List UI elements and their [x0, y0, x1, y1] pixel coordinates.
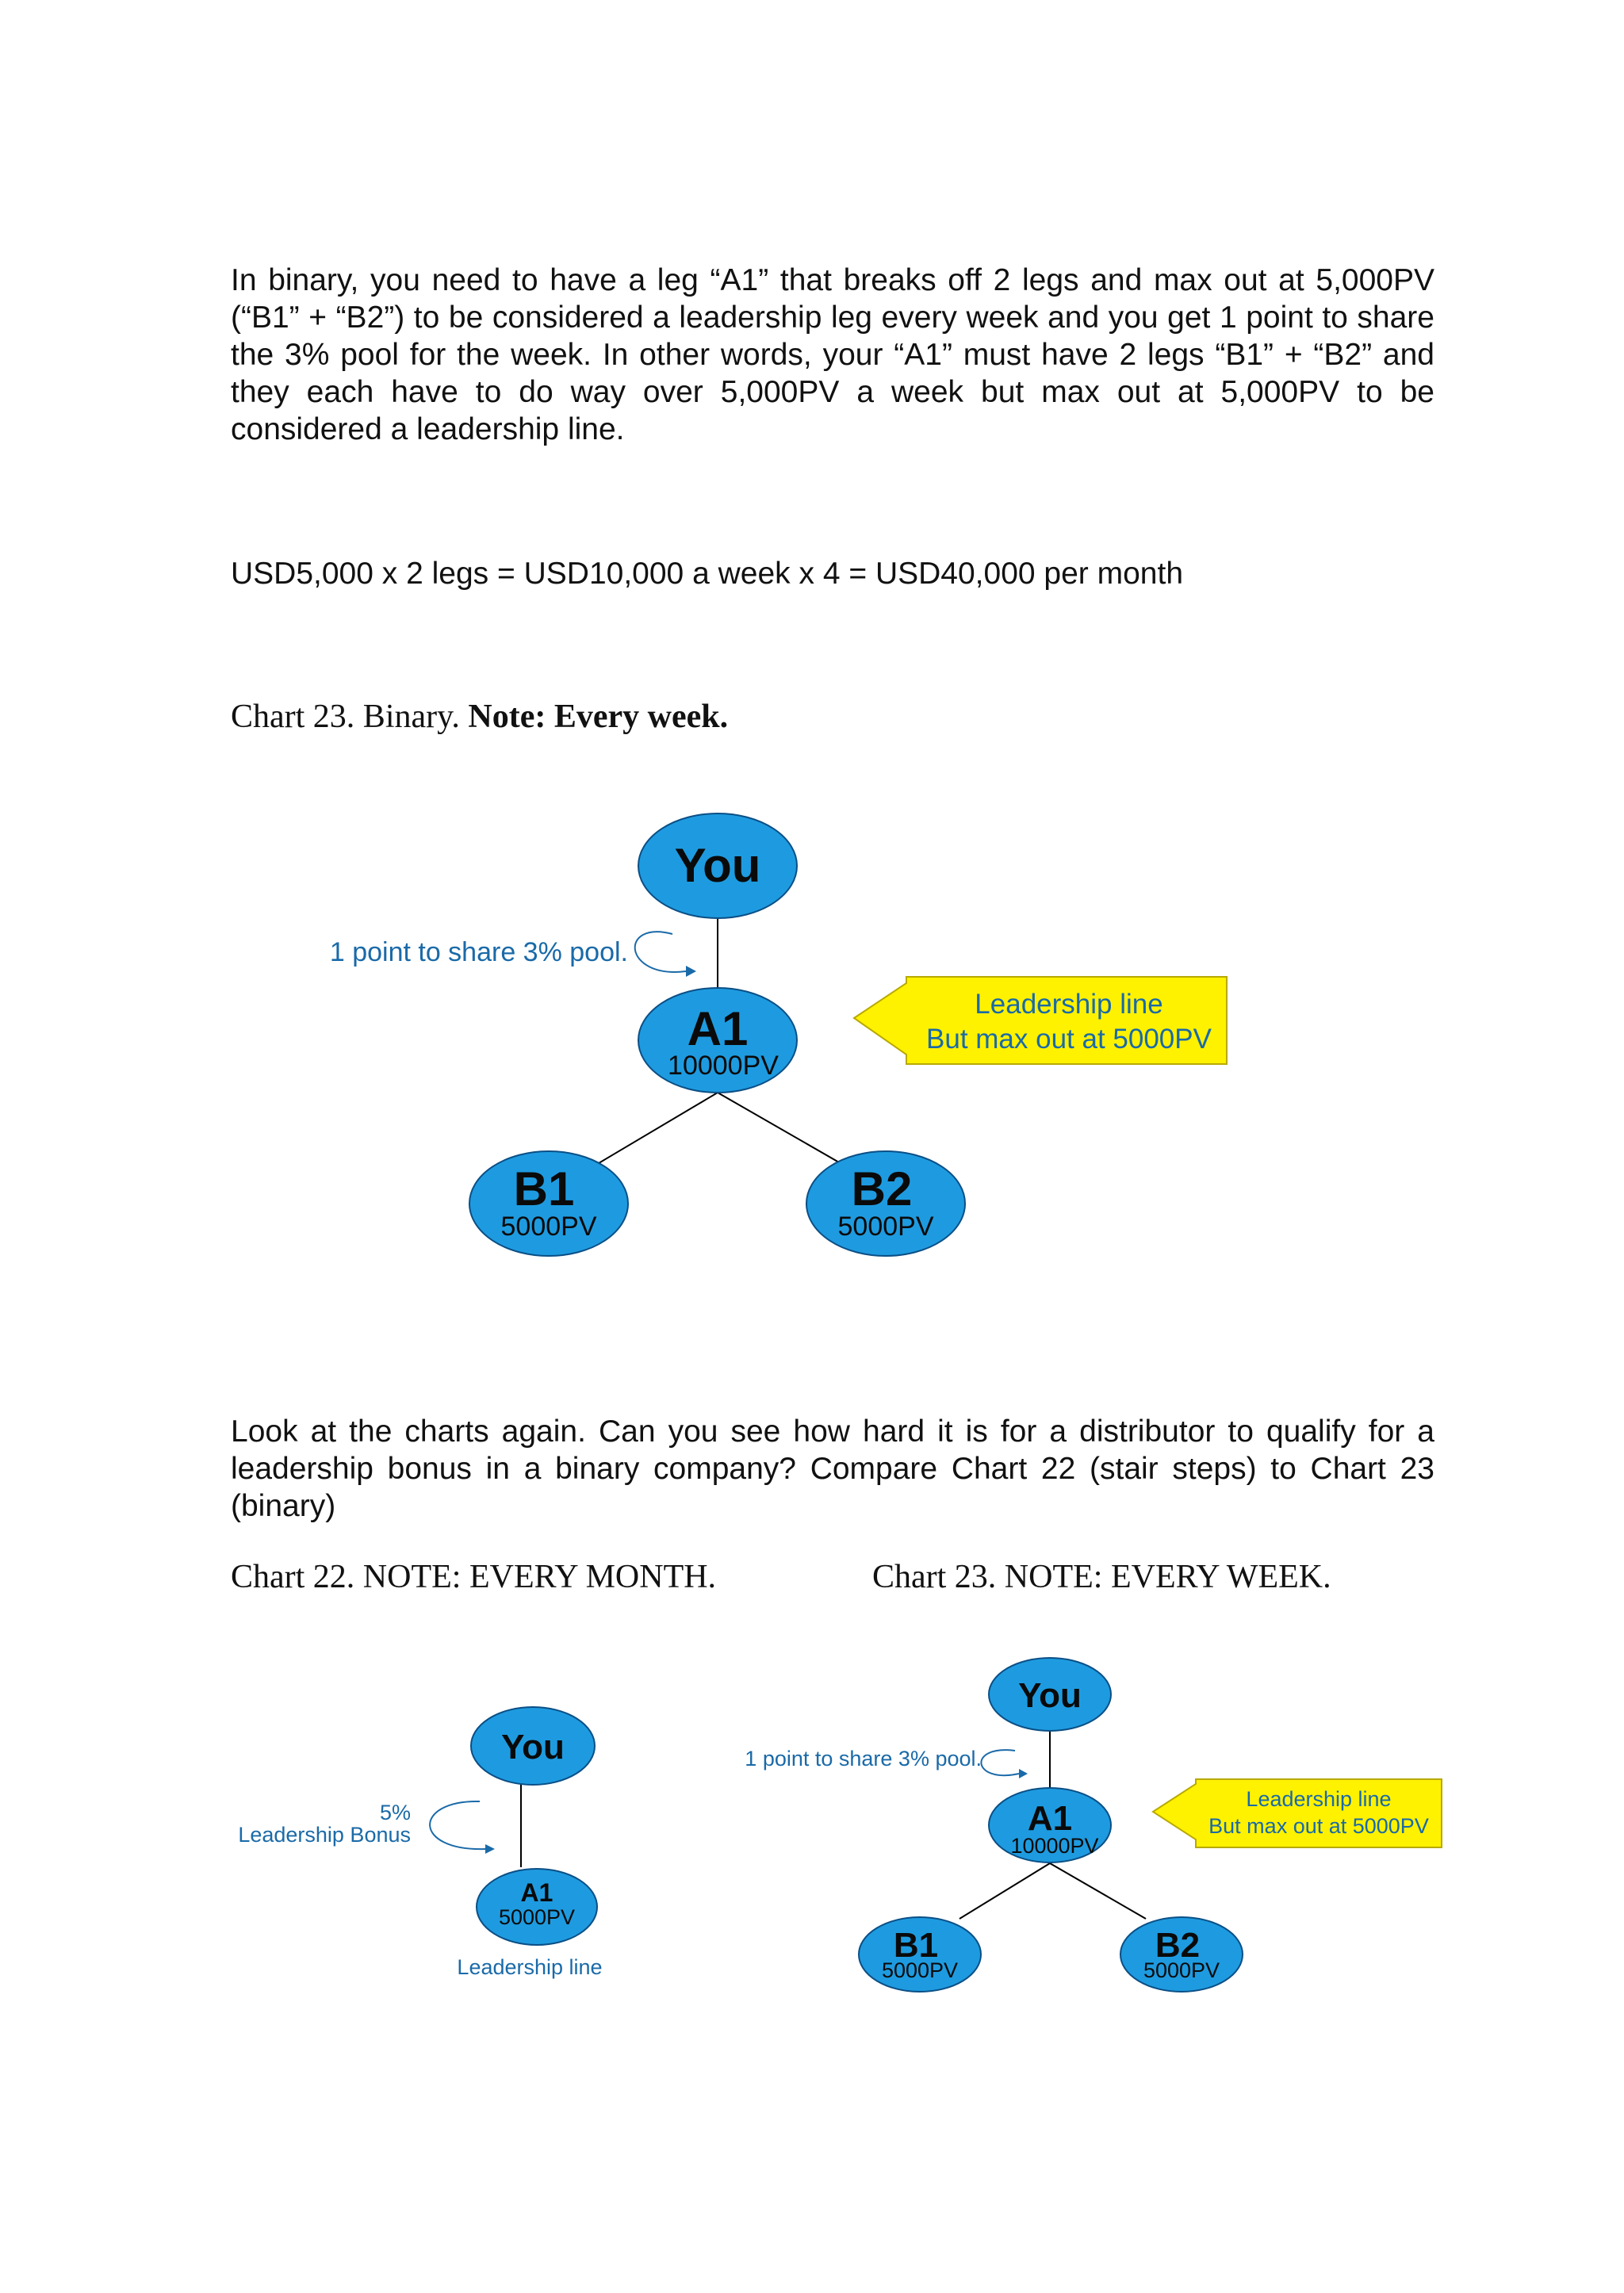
chart23-caption-note: Note: Every week.: [468, 699, 729, 735]
node-a1-label: A1: [520, 1878, 553, 1907]
node-a1-label: A1: [1027, 1799, 1073, 1838]
node-b1-label: B1: [893, 1926, 939, 1965]
leadership-line-label: Leadership line: [457, 1955, 603, 1979]
pool-note: 1 point to share 3% pool.: [329, 937, 628, 967]
node-you-label: You: [501, 1728, 565, 1767]
node-you: [989, 1658, 1111, 1731]
chart23-caption-prefix: Chart 23. Binary.: [231, 699, 469, 735]
node-a1-label: A1: [687, 1002, 749, 1055]
bonus-label: Leadership Bonus: [238, 1823, 411, 1847]
chart23b-caption: Chart 23. NOTE: EVERY WEEK.: [872, 1559, 1331, 1595]
node-b1: [859, 1917, 981, 1992]
callout-line2: But max out at 5000PV: [926, 1024, 1212, 1055]
node-b1-pv: 5000PV: [500, 1212, 597, 1242]
node-b2: [1120, 1917, 1243, 1992]
pool-note: 1 point to share 3% pool.: [745, 1747, 982, 1770]
node-b2-pv: 5000PV: [1143, 1958, 1220, 1982]
leadership-callout: [1153, 1779, 1442, 1847]
node-a1-pv: 10000PV: [668, 1051, 779, 1081]
intro-paragraph: In binary, you need to have a leg “A1” that breaks off 2 legs and max out at 5,000PV (“B1” + “B2”) to be considered a leadership leg every week and you get 1 point to share the 3% pool for the week. In other words, your “A1” must have 2 legs “B1” + “B2” and they each have to do way over 5,000PV a week but max out at 5,000PV to be considered a leadership line.: [231, 263, 1434, 446]
node-b1-label: B1: [513, 1162, 575, 1215]
node-b2-pv: 5000PV: [837, 1212, 934, 1242]
node-b2-label: B2: [851, 1162, 913, 1215]
callout-line1: Leadership line: [1246, 1787, 1392, 1811]
callout-line1: Leadership line: [975, 989, 1163, 1020]
node-you-label: You: [674, 839, 761, 892]
node-a1: [989, 1788, 1111, 1862]
formula-line: USD5,000 x 2 legs = USD10,000 a week x 4 = USD40,000 per month: [231, 557, 1184, 591]
node-you-label: You: [1018, 1676, 1082, 1715]
node-a1-pv: 10000PV: [1010, 1834, 1099, 1858]
callout-line2: But max out at 5000PV: [1208, 1814, 1429, 1838]
node-b1-pv: 5000PV: [881, 1958, 959, 1982]
node-b2-label: B2: [1155, 1926, 1201, 1965]
bonus-percent: 5%: [379, 1801, 411, 1824]
chart22-caption: Chart 22. NOTE: EVERY MONTH.: [231, 1559, 717, 1595]
compare-paragraph: Look at the charts again. Can you see how hard it is for a distributor to qualify for a leadership bonus in a binary company? Compare Chart 22 (stair steps) to Chart 23 (binary): [231, 1414, 1434, 1523]
node-a1-pv: 5000PV: [498, 1905, 576, 1929]
